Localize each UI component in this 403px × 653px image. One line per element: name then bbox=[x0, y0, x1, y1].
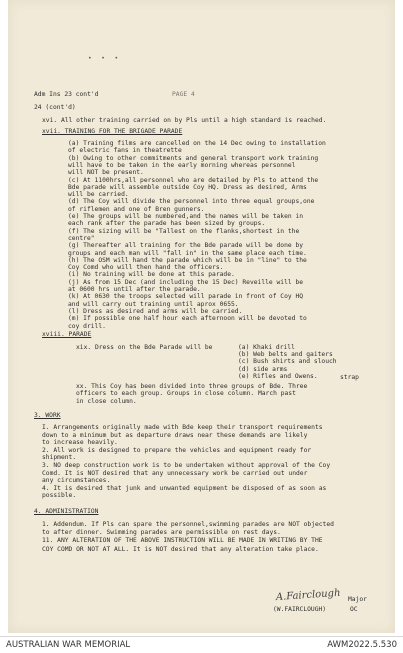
xx-line: xx. This Coy has been divided into three groups of Bde. Three bbox=[76, 383, 308, 390]
work-line: 2. All work is designed to prepare the vehicles and equipment ready for bbox=[42, 446, 312, 454]
xvii-line: of riflemen and one of Bren gunners. bbox=[68, 205, 205, 213]
work-line: shipment. bbox=[42, 454, 77, 462]
punch-marks: • • • bbox=[88, 55, 122, 62]
footer-accession-number: AWM2022.5.530 bbox=[327, 640, 397, 650]
xx-line: officers to each group. Groups in close column. March past bbox=[76, 390, 296, 398]
signatory-appointment: OC bbox=[350, 606, 358, 613]
xvii-line: (a) Training films are cancelled on the 14 Dec owing to installation bbox=[68, 140, 326, 147]
xvii-line: (l) Dress as desired and arms will be carried. bbox=[68, 307, 243, 315]
xvii-line: at 0600 hrs until after the parade. bbox=[68, 286, 201, 293]
xvii-line: Coy Comd who will then hand the officers. bbox=[68, 264, 224, 272]
work-line: to increase heavily. bbox=[42, 439, 118, 447]
footer-institution: AUSTRALIAN WAR MEMORIAL bbox=[6, 640, 131, 650]
xvii-line: (b) Owing to other commitments and general transport work training bbox=[68, 154, 319, 162]
xvii-line: (c) At 1100hrs,all personnel who are detailed by Pls to attend the bbox=[68, 176, 319, 184]
signatory-rank: Major bbox=[348, 596, 367, 603]
administration-heading: 4. ADMINISTRATION bbox=[34, 508, 99, 515]
work-line: I. Arrangements originally made with Bde keep their transport requirements bbox=[42, 424, 323, 431]
xvii-line: will be carried. bbox=[68, 191, 129, 199]
work-line: 3. NO deep construction work is to be undertaken without approval of the Coy bbox=[42, 462, 331, 469]
xvii-line: (j) As from 15 Dec (and including the 15 Dec) Reveille will be bbox=[68, 278, 304, 286]
dress-intro: xix. Dress on the Bde Parade will be bbox=[76, 344, 213, 351]
xvii-line: coy drill. bbox=[68, 322, 106, 330]
xvii-line: (h) The OSM will hand the parade which will be in "line" to the bbox=[68, 256, 307, 264]
typewritten-page bbox=[8, 0, 395, 633]
xvii-heading: xvii. TRAINING FOR THE BRIGADE PARADE bbox=[42, 128, 183, 135]
xvii-line: will NOT be present. bbox=[68, 169, 144, 177]
xvii-line: (i) No training will be done at this parade. bbox=[68, 271, 235, 279]
xvii-line: of electric fans in theatrette bbox=[68, 147, 182, 155]
section-ref: 24 (cont'd) bbox=[34, 104, 76, 111]
administration-line: 1. Addendum. If Pls can spare the personnel,swimming parades are NOT objected bbox=[42, 521, 334, 528]
dress-item: (d) side arms bbox=[238, 365, 288, 373]
xx-line: in close column. bbox=[76, 397, 137, 405]
xvii-line: will have to be taken in the early morning whereas personnel bbox=[68, 161, 296, 169]
item-xvi: xvi. All other training carried on by Pls until a high standard is reached. bbox=[42, 117, 327, 124]
xvii-line: (f) The sizing will be "Tallest on the flanks,shortest in the bbox=[68, 227, 300, 235]
dress-item: (a) Khaki drill bbox=[238, 344, 295, 351]
archive-footer bbox=[0, 636, 403, 653]
xvii-line: centre" bbox=[68, 234, 95, 242]
work-line: Comd. It is NOT desired that any unnecessary work be carried out under bbox=[42, 469, 308, 477]
xvii-line: and will carry out training until aprox 0655. bbox=[68, 300, 239, 308]
xvii-line: (g) Thereafter all training for the Bde parade will be done by bbox=[68, 242, 304, 250]
work-line: 4. It is desired that junk and unwanted equipment be disposed of as soon as bbox=[42, 484, 327, 492]
xvii-line: Bde parade will assemble outside Coy HQ. Dress as desired, Arms bbox=[68, 183, 307, 191]
signatory-name: (W.FAIRCLOUGH) bbox=[273, 606, 327, 613]
work-line: possible. bbox=[42, 492, 77, 500]
administration-line: to after dinner. Swimming parades are permissible on rest days. bbox=[42, 529, 281, 537]
xvii-line: each rank after the parade has been sized by groups. bbox=[68, 220, 266, 228]
dress-item: (b) Web belts and gaiters bbox=[238, 351, 333, 359]
dress-side-note: strap bbox=[340, 374, 359, 381]
header-page: PAGE 4 bbox=[172, 91, 195, 98]
xvii-line: (k) At 0630 the troops selected will parade in front of Coy HQ bbox=[68, 293, 304, 301]
work-heading: 3. WORK bbox=[34, 412, 61, 419]
work-line: down to a minimum but as departure draws near these demands are likely bbox=[42, 431, 308, 439]
dress-item: (c) Bush shirts and slouch bbox=[238, 358, 337, 366]
handwritten-signature: A.Fairclough bbox=[275, 587, 341, 604]
administration-line: COY COMD OR NOT AT ALL. It is NOT desired that any alteration take place. bbox=[42, 545, 319, 553]
xvii-line: groups and each man will "fall in" in the same place each time. bbox=[68, 249, 307, 257]
xviii-heading: xviii. PARADE bbox=[42, 331, 92, 338]
administration-line: 11. ANY ALTERATION OF THE ABOVE INSTRUCTION WILL BE MADE IN WRITING BY THE bbox=[42, 537, 323, 545]
header-left: Adm Ins 23 cont'd bbox=[34, 91, 99, 98]
work-line: any circumstances. bbox=[42, 477, 111, 485]
xvii-line: (d) The Coy will divide the personnel into three equal groups,one bbox=[68, 198, 315, 206]
xvii-line: (m) If possible one half hour each afternoon will be devoted to bbox=[68, 315, 307, 323]
xvii-line: (e) The groups will be numbered,and the names will be taken in bbox=[68, 213, 304, 220]
dress-item: (e) Rifles and Owens. bbox=[238, 372, 318, 380]
